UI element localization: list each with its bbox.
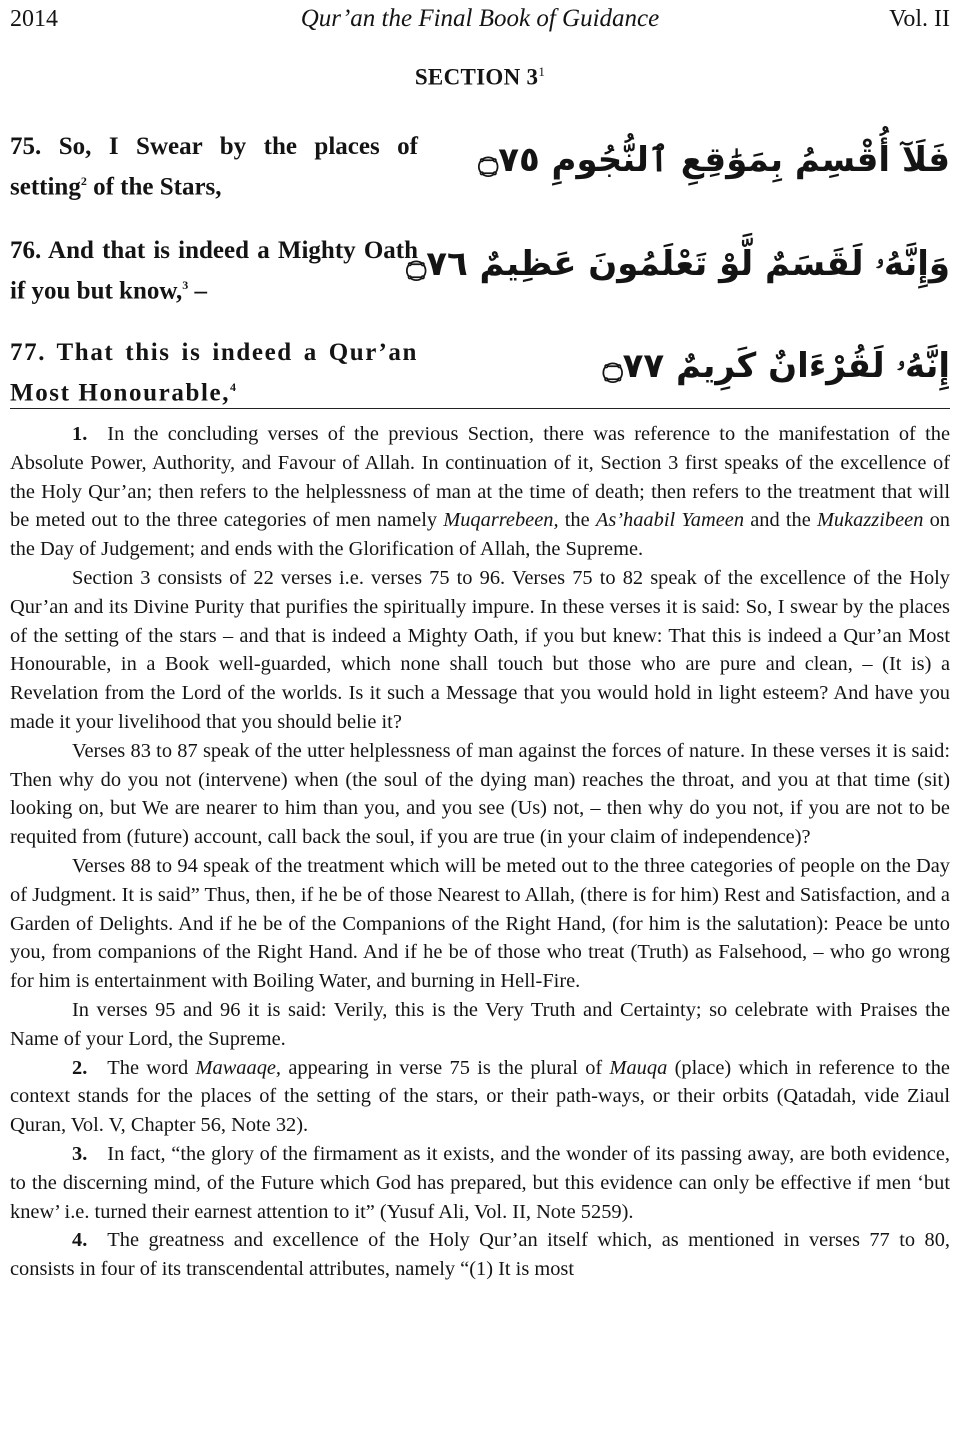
note-text: on the Day of Judgement; and ends with the Glorification of Allah, the Supreme. [10,509,950,561]
verse-77-text-a: 77. That this is indeed a Qur’an Most Honourable, [10,339,418,407]
footnote-ref-3: 3 [182,278,189,292]
note-2 [10,1054,950,1140]
footnote-divider [10,408,950,409]
note-1-paragraph-2: Section 3 consists of 22 verses i.e. verses 75 to 96. Verses 75 to 82 speak of the excellence of the Holy Qur’an and its Divine Purity that purifies the spiritually impure. In these verses it is said: So, I swear by the places of the setting of the stars – and that is indeed a Mighty Oath, if you but knew: That this is indeed a Qur’an Most Honourable, in a Book well-guarded, which none shall touch but those who are pure and clean, – (It is) a Revelation from the Lord of the worlds. Is it such a Message that you would hold in light esteem? And have you made it your livelihood that you should belie it? [10,566,950,733]
note-text: (place) which in reference to the context stands for the places of the setting of the stars, or their path-ways, or their orbits (Qatadah, vide Ziaul Quran, Vol. V, Chapter 56, Note 32). [10,1056,950,1137]
note-number: 4. [72,1229,88,1252]
footnote-ref-4: 4 [230,380,238,394]
volume-label: Vol. II [889,6,950,32]
book-title: Qur’an the Final Book of Guidance [300,5,660,32]
term-mukazzibeen: Mukazzibeen [816,509,924,532]
verse-76-english [10,234,418,308]
note-text: The greatness and excellence of the Holy Qur’an itself which, as mentioned in verses 77 to 80, consists in four of its transcendental attributes, namely “(1) It is most [10,1229,950,1281]
term-mauqa: Mauqa [609,1056,668,1079]
note-text: the [558,509,596,532]
section-footnote-mark: 1 [538,64,546,79]
note-number: 2. [72,1056,88,1079]
note-number: 1. [72,423,88,445]
note-1-paragraph-5: In verses 95 and 96 it is said: Verily, this is the Very Truth and Certainty; so celebrate with Praises the Name of your Lord, the Supreme. [10,998,950,1050]
note-text: In the concluding verses of the previous Section, there was reference to the manifestation of the Absolute Power, Authority, and Favour of Allah. In continuation of it, Section 3 first speaks of the excellence of the Holy Qur’an; then refers to the helplessness of man at the time of death; then refers to the treatment that will be meted out to the three categories of men namely [10,423,950,532]
verse-75-arabic: فَلَآ أُقْسِمُ بِمَوَٰقِعِ ٱلنُّجُومِ ۝٧٥ [478,140,950,180]
page-number: 2014 [10,6,58,32]
verse-76-text-a: 76. And that is indeed a Mighty Oath if you but know, [10,237,418,305]
note-number: 3. [72,1142,88,1165]
section-title-text: SECTION 3 [414,64,539,90]
note-text: In fact, “the glory of the firmament as it exists, and the wonder of its passing away, are both evidence, to the discerning mind, of the Future which God has prepared, but this evidence can only be effective if men ‘but knew’ i.e. turned their earnest attention to it” (Yusuf Ali, Vol. II, Note 5259). [10,1142,950,1223]
note-text: and the [744,509,817,532]
verse-76-text-b: – [188,277,208,305]
footnotes [10,420,950,1284]
verse-76-arabic: وَإِنَّهُۥ لَقَسَمٌ لَّوْ تَعْلَمُونَ عَظِيمٌ ۝٧٦ [406,244,950,284]
term-mawaaqe: Mawaaqe, [195,1056,282,1079]
verse-77-arabic: إِنَّهُۥ لَقُرْءَانٌ كَرِيمٌ ۝٧٧ [602,346,950,386]
verse-75-text-b: of the Stars, [86,173,222,201]
verse-76 [10,234,950,304]
note-text: The word [107,1056,196,1079]
verse-77-english [10,336,418,410]
term-ashaabil-yameen: As’haabil Yameen [595,509,745,532]
verse-75-english [10,130,418,204]
note-4 [10,1226,950,1284]
note-3 [10,1140,950,1226]
page-header [10,2,950,36]
note-1-paragraph-1 [10,420,950,564]
note-1-paragraph-4: Verses 88 to 94 speak of the treatment which will be meted out to the three categories of people on the Day of Judgment. It is said” Thus, then, if he be of those Nearest to Allah, (there is for him) Rest and Satisfaction, and a Garden of Delights. And if he be of the Companions of the Right Hand, (for him is the salutation): Peace be unto you, from companions of the Right Hand. And if he be of those who treat (Truth) as Falsehood, – who go wrong for him is entertainment with Boiling Water, and burning in Hell-Fire. [10,854,950,993]
verse-77 [10,336,950,406]
footnote-ref-2: 2 [80,174,87,188]
note-1-paragraph-3: Verses 83 to 87 speak of the utter helplessness of man against the forces of nature. In these verses it is said: Then why do you not (intervene) when (the soul of the dying man) reaches the throat, and you at that time (sit) looking on, but We are nearer to him than you, and you see (Us) not, – then why do you not, if you are not to be requited from (future) account, call back the soul, if you are true (in your claim of independence)? [10,739,950,849]
verse-75 [10,130,950,200]
section-title [0,64,960,91]
note-text: appearing in verse 75 is the plural of [281,1056,610,1079]
verse-75-text-a: 75. So, I Swear by the places of setting [10,133,418,201]
term-muqarrebeen: Muqarrebeen, [443,509,559,532]
